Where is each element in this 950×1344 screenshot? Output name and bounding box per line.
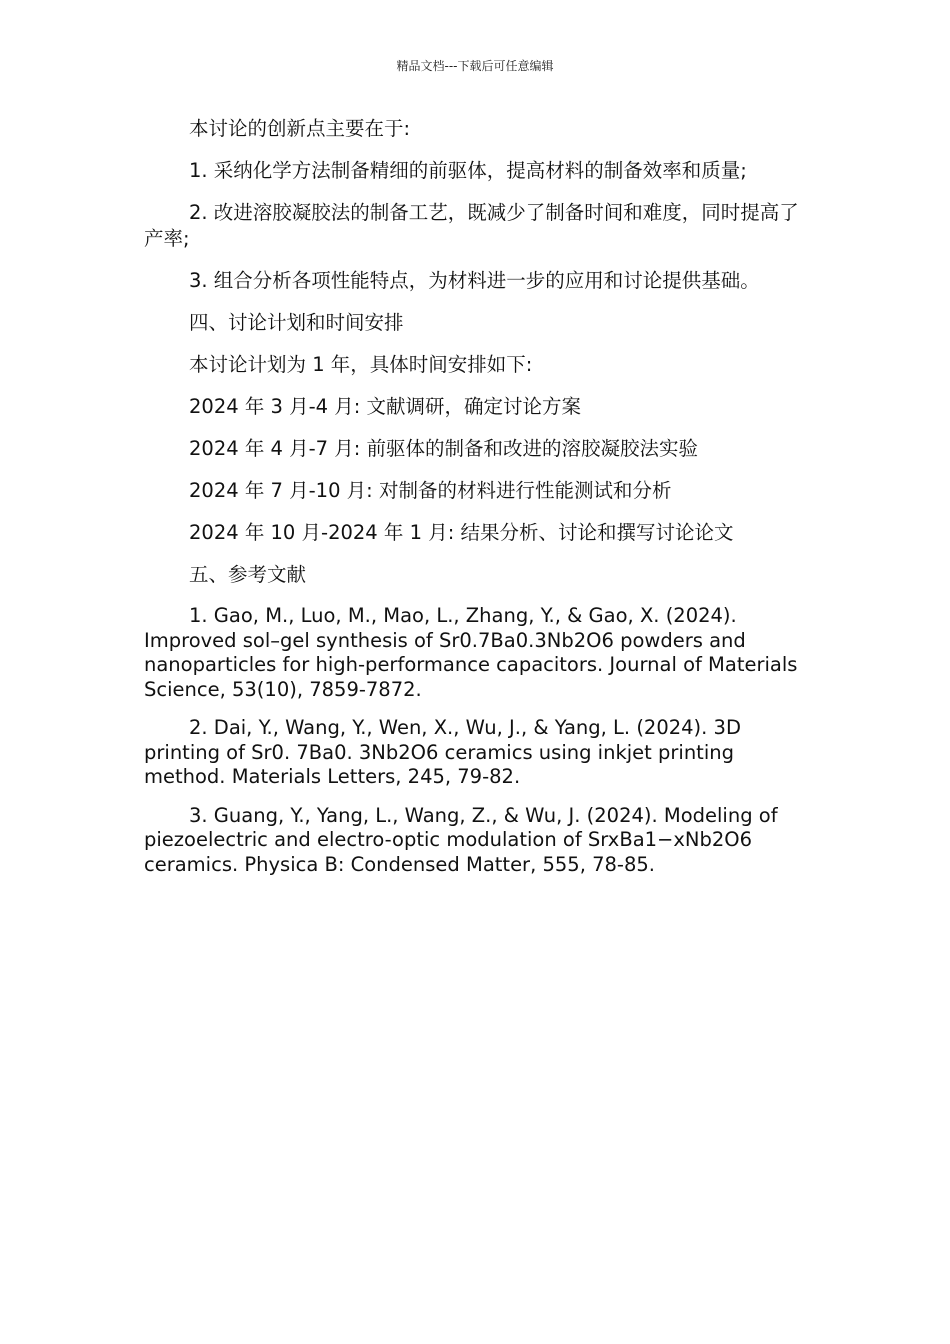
schedule-item: 2024 年 7 月-10 月: 对制备的材料进行性能测试和分析 — [189, 479, 672, 502]
document-body — [144, 116, 804, 891]
reference-item: 3. Guang, Y., Yang, L., Wang, Z., & Wu, J. (2024). Modeling of piezoelectric and electro-optic modulation of SrxBa1−xNb2O6 ceramics. Physica B: Condensed Matter, 555, 78-85. — [144, 803, 778, 876]
section-heading-plan: 四、讨论计划和时间安排 — [189, 311, 404, 334]
schedule-item: 2024 年 4 月-7 月: 前驱体的制备和改进的溶胶凝胶法实验 — [189, 437, 699, 460]
plan-intro: 本讨论计划为 1 年，具体时间安排如下: — [189, 353, 533, 376]
innovation-intro: 本讨论的创新点主要在于: — [189, 117, 411, 140]
innovation-point-3: 3. 组合分析各项性能特点，为材料进一步的应用和讨论提供基础。 — [189, 269, 760, 292]
section-heading-references: 五、参考文献 — [189, 563, 307, 586]
innovation-point-1: 1. 采纳化学方法制备精细的前驱体，提高材料的制备效率和质量; — [189, 159, 747, 182]
schedule-item: 2024 年 10 月-2024 年 1 月: 结果分析、讨论和撰写讨论论文 — [189, 521, 734, 544]
innovation-point-2: 2. 改进溶胶凝胶法的制备工艺，既减少了制备时间和难度，同时提高了产率; — [144, 201, 799, 250]
page-header: 精品文档---下载后可任意编辑 — [396, 59, 554, 73]
reference-item: 2. Dai, Y., Wang, Y., Wen, X., Wu, J., & Yang, L. (2024). 3D printing of Sr0. 7Ba0. 3Nb2O6 ceramics using inkjet printing method. Materials Letters, 245, 79-82. — [144, 716, 741, 788]
reference-item: 1. Gao, M., Luo, M., Mao, L., Zhang, Y., & Gao, X. (2024). Improved sol–gel synthesis of Sr0.7Ba0.3Nb2O6 powders and nanoparticles for high-performance capacitors. Journal of Materials Science, 53(10), 7859-7872. — [144, 604, 798, 701]
schedule-item: 2024 年 3 月-4 月: 文献调研，确定讨论方案 — [189, 395, 582, 418]
